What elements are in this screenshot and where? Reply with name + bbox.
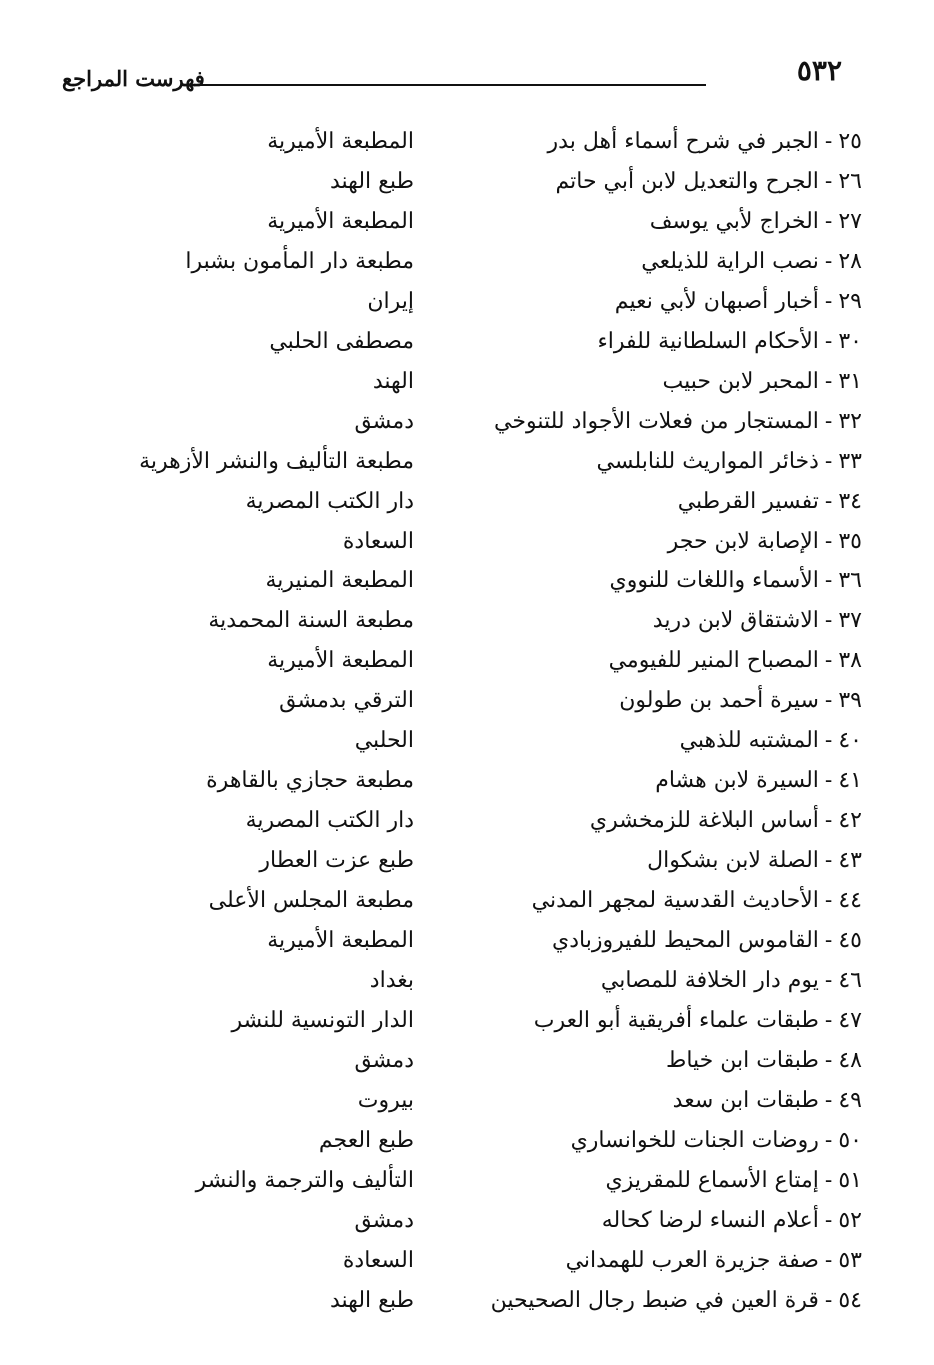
list-item — [0, 162, 934, 202]
reference-number: ٢٧ — [838, 208, 862, 234]
reference-title: طبقات ابن سعد — [672, 1087, 819, 1113]
reference-title-cell — [442, 681, 862, 721]
reference-title-cell — [442, 1001, 862, 1041]
dash-separator: - — [824, 608, 833, 634]
dash-separator: - — [824, 648, 833, 674]
reference-title: السيرة لابن هشام — [655, 768, 819, 794]
dash-separator: - — [824, 408, 833, 434]
dash-separator: - — [824, 688, 833, 714]
reference-title: المشتبه للذهبي — [679, 728, 819, 754]
reference-title-cell — [442, 162, 862, 202]
reference-publisher: إيران — [367, 288, 414, 314]
dash-separator: - — [824, 1047, 833, 1073]
reference-publisher: مطبعة دار المأمون بشبرا — [185, 248, 414, 274]
dash-separator: - — [824, 1207, 833, 1233]
reference-publisher: المطبعة الأميرية — [267, 928, 414, 954]
reference-title-cell — [442, 1241, 862, 1281]
reference-title: أخبار أصبهان لأبي نعيم — [614, 288, 819, 314]
reference-publisher: طبع الهند — [330, 1287, 414, 1313]
reference-publisher: بغداد — [369, 968, 414, 994]
reference-title: سيرة أحمد بن طولون — [619, 688, 819, 714]
reference-publisher: السعادة — [342, 1247, 414, 1273]
list-item — [0, 721, 934, 761]
list-item — [0, 601, 934, 641]
list-item — [0, 482, 934, 522]
reference-title-cell — [442, 641, 862, 681]
dash-separator: - — [824, 168, 833, 194]
reference-publisher: مطبعة المجلس الأعلى — [208, 888, 414, 914]
reference-number: ٥٤ — [838, 1287, 862, 1313]
dash-separator: - — [824, 1167, 833, 1193]
reference-title: المصباح المنير للفيومي — [608, 648, 819, 674]
reference-number: ٣٢ — [838, 408, 862, 434]
reference-publisher: الحلبي — [354, 728, 414, 754]
reference-title: الخراج لأبي يوسف — [649, 208, 819, 234]
reference-title: المستجار من فعلات الأجواد للتنوخي — [494, 408, 819, 434]
list-item — [0, 761, 934, 801]
dash-separator: - — [824, 1247, 833, 1273]
reference-publisher: الدار التونسية للنشر — [231, 1007, 414, 1033]
dash-separator: - — [824, 129, 833, 154]
reference-number: ٣٧ — [838, 608, 862, 634]
reference-title-cell — [442, 202, 862, 242]
reference-number: ٣٣ — [838, 448, 862, 474]
reference-number: ٣٨ — [838, 648, 862, 674]
dash-separator: - — [824, 328, 833, 354]
list-item — [0, 961, 934, 1001]
list-item — [0, 561, 934, 601]
list-item — [0, 1001, 934, 1041]
dash-separator: - — [824, 1287, 833, 1313]
dash-separator: - — [824, 848, 833, 874]
list-item — [0, 122, 934, 162]
reference-publisher: المطبعة الأميرية — [267, 129, 414, 154]
reference-title-cell — [442, 561, 862, 601]
reference-title-cell — [442, 242, 862, 282]
reference-publisher: مطبعة التأليف والنشر الأزهرية — [139, 448, 414, 474]
dash-separator: - — [824, 248, 833, 274]
reference-publisher: دمشق — [354, 1047, 414, 1073]
reference-publisher: طبع العجم — [318, 1127, 414, 1153]
reference-title: نصب الراية للذيلعي — [641, 248, 819, 274]
list-item — [0, 881, 934, 921]
reference-number: ٤٢ — [838, 808, 862, 834]
reference-title: ذخائر المواريث للنابلسي — [596, 448, 819, 474]
reference-title-cell — [442, 482, 862, 522]
dash-separator: - — [824, 288, 833, 314]
reference-publisher: طبع الهند — [330, 168, 414, 194]
reference-publisher: المطبعة الأميرية — [267, 208, 414, 234]
list-item — [0, 322, 934, 362]
reference-title: الجبر في شرح أسماء أهل بدر — [547, 129, 819, 154]
reference-title-cell — [442, 1161, 862, 1201]
reference-title-cell — [442, 1041, 862, 1081]
dash-separator: - — [824, 528, 833, 554]
reference-number: ٢٩ — [838, 288, 862, 314]
list-item — [0, 841, 934, 881]
reference-title: يوم دار الخلافة للمصابي — [600, 968, 819, 994]
reference-title: أساس البلاغة للزمخشري — [589, 808, 819, 834]
reference-number: ٥٠ — [838, 1127, 862, 1153]
dash-separator: - — [824, 368, 833, 394]
list-item — [0, 1161, 934, 1201]
reference-publisher: السعادة — [342, 528, 414, 554]
reference-publisher: المطبعة الأميرية — [267, 648, 414, 674]
reference-number: ٢٦ — [838, 168, 862, 194]
reference-number: ٤٧ — [838, 1007, 862, 1033]
reference-number: ٢٨ — [838, 248, 862, 274]
dash-separator: - — [824, 888, 833, 914]
reference-title: الإصابة لابن حجر — [667, 528, 819, 554]
reference-list — [0, 122, 934, 1321]
list-item — [0, 202, 934, 242]
reference-title-cell — [442, 921, 862, 961]
reference-number: ٥٣ — [838, 1247, 862, 1273]
dash-separator: - — [824, 208, 833, 234]
reference-title-cell — [442, 282, 862, 322]
reference-number: ٣٤ — [838, 488, 862, 514]
reference-title: المحبر لابن حبيب — [662, 368, 819, 394]
reference-number: ٤٠ — [838, 728, 862, 754]
reference-title-cell — [442, 841, 862, 881]
reference-number: ٤٨ — [838, 1047, 862, 1073]
reference-title: الأحاديث القدسية لمجهر المدني — [531, 888, 819, 914]
reference-number: ٣٠ — [838, 328, 862, 354]
reference-title-cell — [442, 362, 862, 402]
reference-title: الجرح والتعديل لابن أبي حاتم — [555, 168, 819, 194]
reference-title: الأحكام السلطانية للفراء — [597, 328, 819, 354]
reference-title-cell — [442, 801, 862, 841]
reference-publisher: دمشق — [354, 408, 414, 434]
reference-title: الصلة لابن بشكوال — [647, 848, 819, 874]
list-item — [0, 442, 934, 482]
dash-separator: - — [824, 1127, 833, 1153]
dash-separator: - — [824, 928, 833, 954]
list-item — [0, 681, 934, 721]
dash-separator: - — [824, 728, 833, 754]
reference-title: أعلام النساء لرضا كحاله — [601, 1207, 819, 1233]
reference-publisher: دار الكتب المصرية — [245, 808, 414, 834]
dash-separator: - — [824, 488, 833, 514]
reference-title-cell — [442, 402, 862, 442]
dash-separator: - — [824, 1087, 833, 1113]
reference-title: طبقات علماء أفريقية أبو العرب — [533, 1007, 819, 1033]
dash-separator: - — [824, 768, 833, 794]
list-item — [0, 1201, 934, 1241]
reference-title: القاموس المحيط للفيروزبادي — [552, 928, 819, 954]
reference-number: ٣١ — [838, 368, 862, 394]
list-item — [0, 1241, 934, 1281]
reference-title: الاشتقاق لابن دريد — [652, 608, 819, 634]
dash-separator: - — [824, 568, 833, 594]
list-item — [0, 1041, 934, 1081]
header-rule — [196, 84, 706, 86]
reference-publisher: مطبعة السنة المحمدية — [208, 608, 414, 634]
page-number: ٥٣٢ — [796, 54, 842, 87]
reference-number: ٤١ — [838, 768, 862, 794]
list-item — [0, 921, 934, 961]
dash-separator: - — [824, 968, 833, 994]
list-item — [0, 362, 934, 402]
reference-publisher: الهند — [372, 368, 414, 394]
reference-title-cell — [442, 1121, 862, 1161]
reference-number: ٤٦ — [838, 968, 862, 994]
reference-title-cell — [442, 601, 862, 641]
dash-separator: - — [824, 448, 833, 474]
reference-number: ٢٥ — [838, 129, 862, 154]
reference-title: تفسير القرطبي — [677, 488, 819, 514]
reference-publisher: مطبعة حجازي بالقاهرة — [206, 768, 414, 794]
reference-title-cell — [442, 442, 862, 482]
dash-separator: - — [824, 808, 833, 834]
reference-publisher: طبع عزت العطار — [259, 848, 414, 874]
reference-publisher: مصطفى الحلبي — [269, 328, 414, 354]
list-item — [0, 1281, 934, 1321]
reference-number: ٣٩ — [838, 688, 862, 714]
reference-title-cell — [442, 122, 862, 162]
list-item — [0, 641, 934, 681]
page-title: فهرست المراجع — [62, 66, 205, 91]
reference-title-cell — [442, 1081, 862, 1121]
reference-publisher: دمشق — [354, 1207, 414, 1233]
reference-publisher: المطبعة المنيرية — [265, 568, 414, 594]
reference-title: صفة جزيرة العرب للهمداني — [565, 1247, 819, 1273]
reference-title-cell — [442, 322, 862, 362]
reference-number: ٣٥ — [838, 528, 862, 554]
reference-title: الأسماء واللغات للنووي — [609, 568, 819, 594]
reference-publisher: بيروت — [357, 1087, 414, 1113]
reference-title-cell — [442, 1201, 862, 1241]
list-item — [0, 282, 934, 322]
reference-publisher: الترقي بدمشق — [279, 688, 414, 714]
reference-title: إمتاع الأسماع للمقريزي — [605, 1167, 819, 1193]
reference-title: طبقات ابن خياط — [665, 1047, 819, 1073]
reference-title-cell — [442, 881, 862, 921]
reference-number: ٥٢ — [838, 1207, 862, 1233]
reference-title-cell — [442, 721, 862, 761]
list-item — [0, 522, 934, 562]
reference-publisher: دار الكتب المصرية — [245, 488, 414, 514]
reference-title-cell — [442, 961, 862, 1001]
list-item — [0, 1121, 934, 1161]
list-item — [0, 242, 934, 282]
reference-number: ٣٦ — [838, 568, 862, 594]
reference-number: ٥١ — [838, 1167, 862, 1193]
reference-title-cell — [442, 761, 862, 801]
list-item — [0, 801, 934, 841]
reference-title: روضات الجنات للخوانساري — [570, 1127, 819, 1153]
reference-number: ٤٣ — [838, 848, 862, 874]
reference-title-cell — [442, 522, 862, 562]
reference-number: ٤٥ — [838, 928, 862, 954]
list-item — [0, 402, 934, 442]
dash-separator: - — [824, 1007, 833, 1033]
reference-number: ٤٤ — [838, 888, 862, 914]
list-item — [0, 1081, 934, 1121]
reference-title-cell — [442, 1281, 862, 1321]
reference-title: قرة العين في ضبط رجال الصحيحين — [490, 1287, 819, 1313]
reference-publisher: التأليف والترجمة والنشر — [195, 1167, 414, 1193]
reference-number: ٤٩ — [838, 1087, 862, 1113]
